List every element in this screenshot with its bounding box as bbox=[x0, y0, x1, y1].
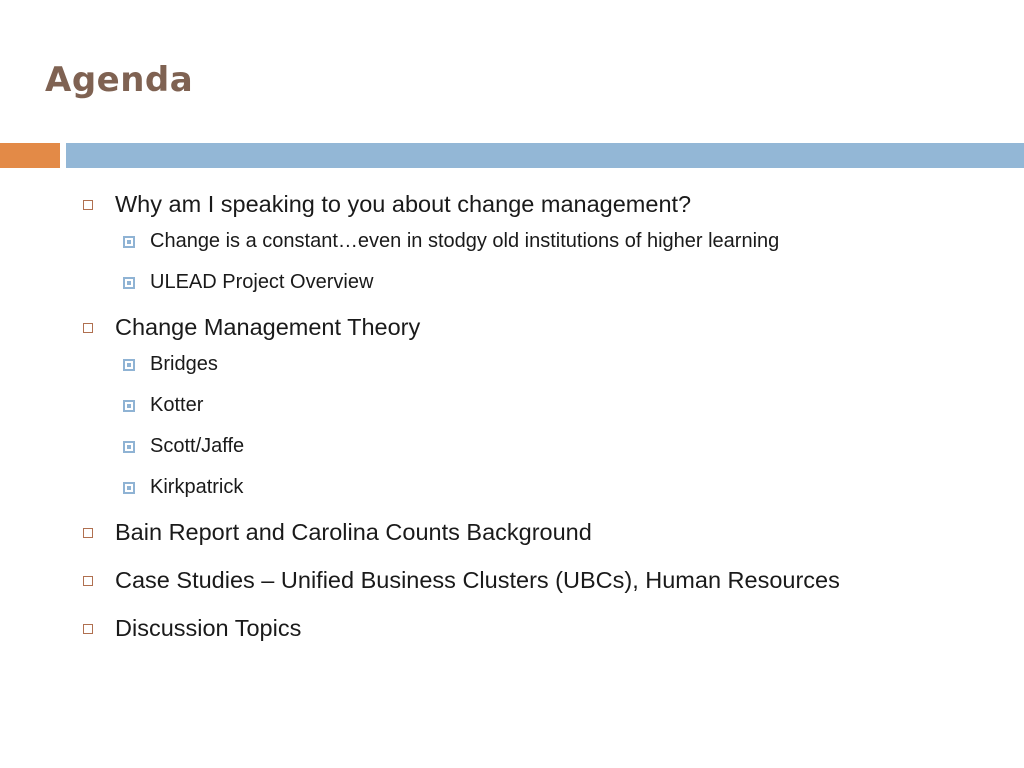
agenda-subitem-text: Kirkpatrick bbox=[150, 476, 244, 498]
filled-square-bullet-icon bbox=[123, 359, 135, 371]
agenda-item-text: Bain Report and Carolina Counts Background bbox=[115, 519, 592, 545]
agenda-item-text: Why am I speaking to you about change management? bbox=[115, 191, 692, 217]
agenda-item-discussion-topics bbox=[80, 611, 1000, 645]
square-bullet-icon bbox=[83, 624, 93, 634]
square-bullet-icon bbox=[83, 528, 93, 538]
agenda-item-bain-report bbox=[80, 515, 1000, 549]
square-bullet-icon bbox=[83, 576, 93, 586]
agenda-item-text: Change Management Theory bbox=[115, 314, 421, 340]
header-bar bbox=[66, 143, 1024, 168]
agenda-sublist bbox=[115, 350, 1000, 501]
filled-square-bullet-icon bbox=[123, 441, 135, 453]
agenda-subitem-kotter bbox=[115, 391, 1000, 419]
agenda-subitem-text: Kotter bbox=[150, 394, 204, 416]
agenda-content bbox=[80, 187, 1000, 659]
filled-square-bullet-icon bbox=[123, 400, 135, 412]
filled-square-bullet-icon bbox=[123, 236, 135, 248]
agenda-list bbox=[80, 187, 1000, 645]
agenda-subitem-change-constant bbox=[115, 227, 1000, 255]
agenda-item-why-change-management bbox=[80, 187, 1000, 296]
agenda-subitem-bridges bbox=[115, 350, 1000, 378]
accent-bar bbox=[0, 143, 60, 168]
filled-square-bullet-icon bbox=[123, 482, 135, 494]
agenda-subitem-scott-jaffe bbox=[115, 432, 1000, 460]
agenda-subitem-ulead bbox=[115, 268, 1000, 296]
agenda-item-text: Discussion Topics bbox=[115, 615, 302, 641]
filled-square-bullet-icon bbox=[123, 277, 135, 289]
agenda-item-change-management-theory bbox=[80, 310, 1000, 501]
slide-title: Agenda bbox=[45, 60, 194, 100]
agenda-subitem-text: Change is a constant…even in stodgy old institutions of higher learning bbox=[150, 230, 780, 252]
agenda-subitem-text: Scott/Jaffe bbox=[150, 435, 245, 457]
agenda-subitem-text: Bridges bbox=[150, 353, 218, 375]
square-bullet-icon bbox=[83, 323, 93, 333]
agenda-item-text: Case Studies – Unified Business Clusters (UBCs), Human Resources bbox=[115, 567, 840, 593]
agenda-item-case-studies bbox=[80, 563, 1000, 597]
square-bullet-icon bbox=[83, 200, 93, 210]
agenda-sublist bbox=[115, 227, 1000, 296]
agenda-subitem-kirkpatrick bbox=[115, 473, 1000, 501]
agenda-subitem-text: ULEAD Project Overview bbox=[150, 271, 374, 293]
